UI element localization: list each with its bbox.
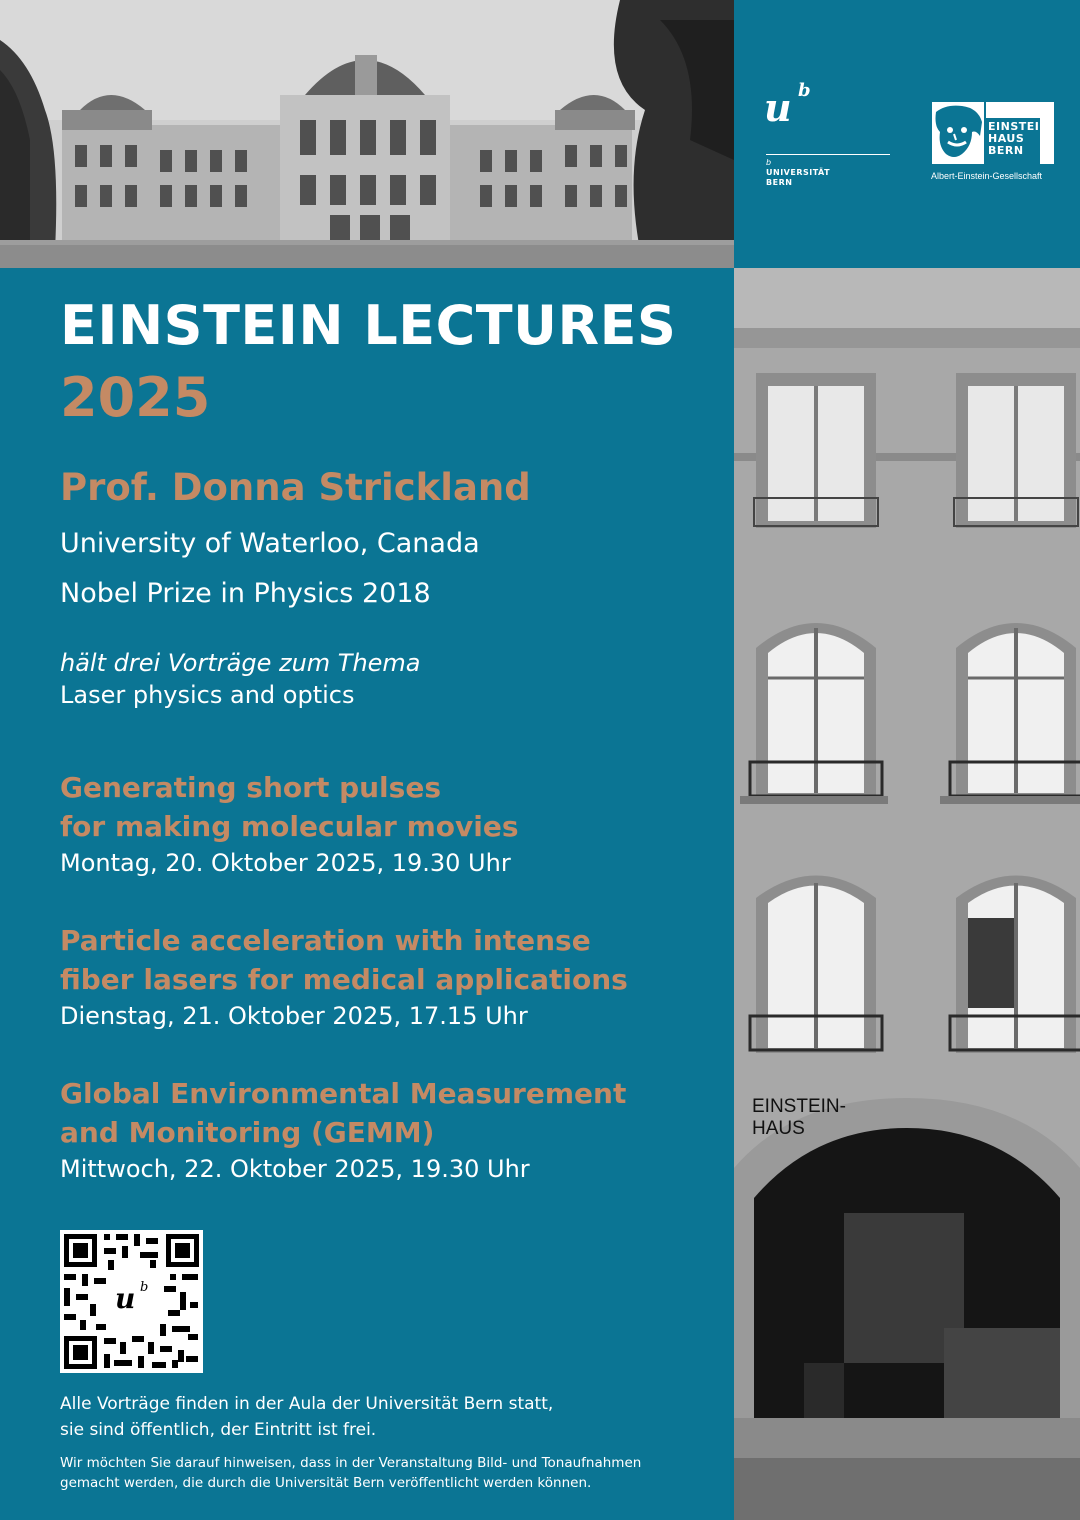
university-building-photo bbox=[0, 0, 734, 268]
theme-intro: hält drei Vorträge zum Thema bbox=[60, 649, 421, 677]
lecture-item bbox=[60, 1074, 626, 1184]
lecture-title-line1: Particle acceleration with intense bbox=[60, 924, 591, 957]
lecture-title-line1: Global Environmental Measurement bbox=[60, 1077, 627, 1110]
sign-line2: HAUS bbox=[752, 1118, 805, 1139]
qr-logo-mark: u bbox=[115, 1282, 136, 1315]
einsteinhaus-logo bbox=[986, 102, 1054, 164]
speaker-affiliation: University of Waterloo, Canada bbox=[60, 528, 480, 559]
einsteinhaus-line3: BERN bbox=[988, 144, 1024, 157]
lecture-date: Mittwoch, 22. Oktober 2025, 19.30 Uhr bbox=[60, 1155, 530, 1183]
event-year: 2025 bbox=[60, 366, 211, 429]
lecture-title-line2: fiber lasers for medical applications bbox=[60, 963, 628, 996]
einstein-portrait-icon bbox=[932, 102, 984, 164]
qr-logo-superscript: b bbox=[140, 1280, 149, 1295]
venue-note-line2: sie sind öffentlich, der Eintritt ist frei. bbox=[60, 1420, 377, 1440]
qr-code[interactable] bbox=[60, 1230, 203, 1373]
page-title: EINSTEIN LECTURES bbox=[60, 294, 677, 357]
recording-disclaimer-line2: gemacht werden, die durch die Universität Bern veröffentlicht werden können. bbox=[60, 1475, 592, 1491]
speaker-honor: Nobel Prize in Physics 2018 bbox=[60, 578, 431, 609]
lecture-item bbox=[60, 768, 519, 878]
einsteinhaus-line1: EINSTEIN bbox=[988, 120, 1050, 133]
lecture-title-line2: and Monitoring (GEMM) bbox=[60, 1116, 435, 1149]
unibern-logo bbox=[764, 80, 811, 130]
einsteinhaus-caption: Albert-Einstein-Gesellschaft bbox=[931, 171, 1043, 181]
logo-panel bbox=[734, 0, 1080, 268]
unibern-name-line2: BERN bbox=[766, 178, 793, 187]
einsteinhaus-line2: HAUS bbox=[988, 132, 1025, 145]
einsteinhaus-photo bbox=[734, 268, 1080, 1520]
unibern-rule bbox=[766, 154, 890, 155]
venue-note-line1: Alle Vorträge finden in der Aula der Universität Bern statt, bbox=[60, 1394, 554, 1414]
unibern-superscript: b bbox=[798, 80, 811, 101]
recording-disclaimer-line1: Wir möchten Sie darauf hinweisen, dass in der Veranstaltung Bild- und Tonaufnahmen bbox=[60, 1455, 642, 1471]
unibern-name-line1: UNIVERSITÄT bbox=[766, 168, 831, 177]
unibern-mark: u bbox=[764, 85, 792, 130]
unibern-small-b: b bbox=[766, 158, 772, 167]
lecture-date: Montag, 20. Oktober 2025, 19.30 Uhr bbox=[60, 849, 511, 877]
lecture-date: Dienstag, 21. Oktober 2025, 17.15 Uhr bbox=[60, 1002, 528, 1030]
speaker-name: Prof. Donna Strickland bbox=[60, 466, 531, 509]
lecture-title-line2: for making molecular movies bbox=[60, 810, 519, 843]
lecture-title-line1: Generating short pulses bbox=[60, 771, 441, 804]
theme-topic: Laser physics and optics bbox=[60, 681, 355, 709]
sign-line1: EINSTEIN- bbox=[752, 1096, 846, 1117]
lecture-item bbox=[60, 921, 628, 1031]
einsteinhaus-sign bbox=[752, 1096, 846, 1140]
